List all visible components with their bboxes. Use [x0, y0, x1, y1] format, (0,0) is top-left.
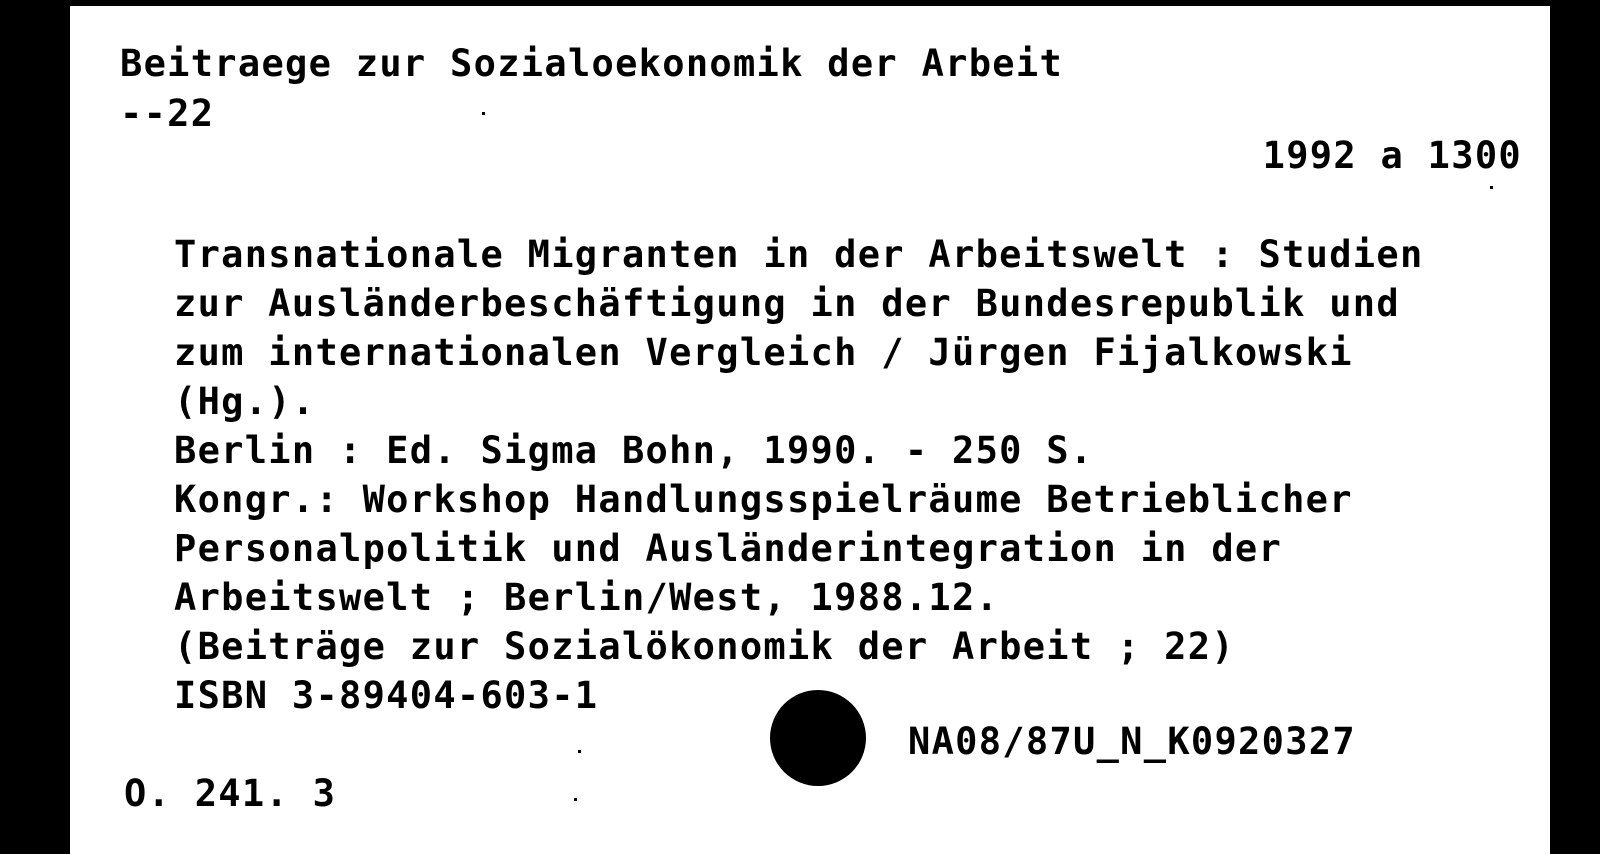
isbn-line: ISBN 3-89404-603-1 — [174, 674, 599, 717]
series-heading-line-2: --22 — [120, 92, 215, 135]
title-line-4: (Hg.). — [174, 380, 316, 423]
congress-line-3: Arbeitswelt ; Berlin/West, 1988.12. — [174, 576, 1000, 619]
punch-hole — [770, 690, 866, 786]
title-line-2: zur Ausländerbeschäftigung in der Bundesrepublik und — [174, 282, 1400, 325]
congress-line-1: Kongr.: Workshop Handlungsspielräume Betrieblicher — [174, 478, 1353, 521]
title-line-3: zum internationalen Vergleich / Jürgen Fijalkowski — [174, 331, 1353, 374]
speck — [578, 750, 581, 753]
series-heading-line-1: Beitraege zur Sozialoekonomik der Arbeit — [120, 42, 1064, 85]
shelf-mark: O. 241. 3 — [124, 772, 337, 815]
imprint-line: Berlin : Ed. Sigma Bohn, 1990. - 250 S. — [174, 429, 1094, 472]
call-number: 1992 a 1300 — [1262, 134, 1522, 177]
speck — [574, 798, 577, 801]
title-line-1: Transnationale Migranten in der Arbeitswelt : Studien — [174, 233, 1424, 276]
congress-line-2: Personalpolitik und Ausländerintegration in der — [174, 527, 1283, 570]
catalog-card — [70, 6, 1550, 854]
record-id: NA08/87U_N_K0920327 — [908, 720, 1356, 763]
speck — [482, 112, 485, 115]
series-statement: (Beiträge zur Sozialökonomik der Arbeit ; 22) — [174, 625, 1235, 668]
speck — [1490, 186, 1493, 189]
